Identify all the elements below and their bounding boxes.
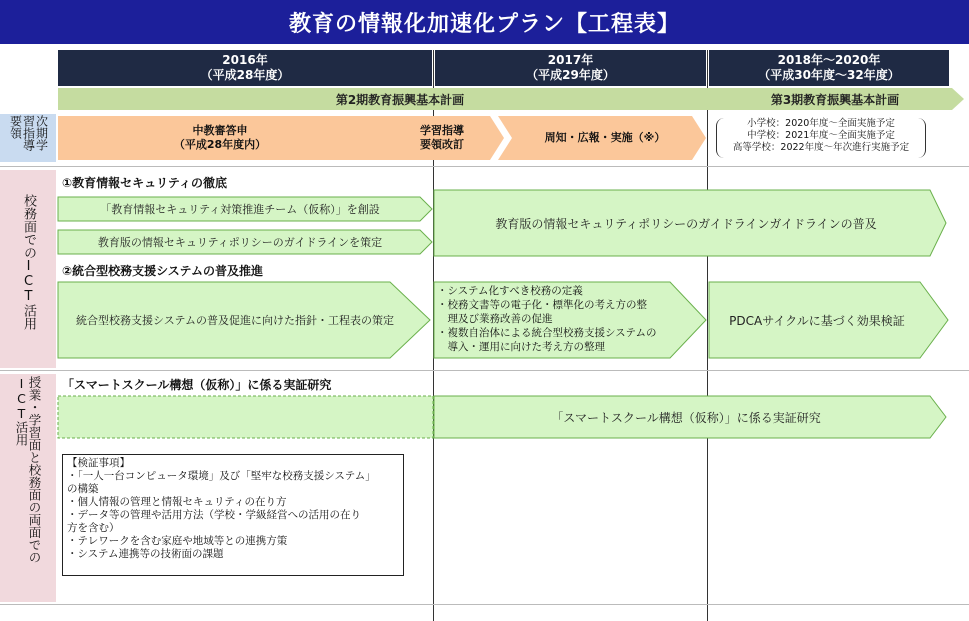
schedule-line-elementary: 小学校：2020年度～全面実施予定 bbox=[747, 118, 895, 129]
year-label: 2018年～2020年 bbox=[777, 53, 881, 67]
section-smart-school-heading: 「スマートスクール構想（仮称）」に係る実証研究 bbox=[62, 378, 332, 392]
item-pdca: PDCAサイクルに基づく効果検証 bbox=[729, 313, 905, 328]
step1-line2: （平成28年度内） bbox=[173, 138, 267, 151]
verify-line: の構築 bbox=[67, 483, 99, 495]
detail-line: 導入・運用に向けた考え方の整理 bbox=[437, 341, 605, 353]
verify-line: 方を含む） bbox=[67, 522, 120, 534]
page-title: 教育の情報化加速化プラン【工程表】 bbox=[0, 0, 969, 44]
plan-second-label: 第2期教育振興基本計画 bbox=[335, 92, 465, 107]
detail-line: ・校務文書等の電子化・標準化の考え方の整 bbox=[437, 299, 647, 311]
school-affairs-side-label: 校務面でのICT活用 bbox=[21, 194, 36, 330]
plan-third-label: 第3期教育振興基本計画 bbox=[770, 92, 900, 107]
section-integrated-system-heading: ②統合型校務支援システムの普及推進 bbox=[62, 264, 263, 278]
detail-line: 理及び業務改善の促進 bbox=[437, 313, 553, 325]
year-label: 2017年 bbox=[547, 53, 594, 67]
both-side-label: 授業・学習面と校務面の両面でのICT活用 bbox=[14, 376, 42, 564]
verify-line: ・データ等の管理や活用方法（学校・学級経営への活用の在り bbox=[67, 509, 361, 521]
verify-line: ・システム連携等の技術面の課題 bbox=[67, 548, 224, 560]
step3-label: 周知・広報・実施（※） bbox=[544, 131, 666, 144]
verify-line: ・テレワークを含む家庭や地域等との連携方策 bbox=[67, 535, 288, 547]
smart-school-label: 「スマートスクール構想（仮称）」に係る実証研究 bbox=[551, 410, 821, 425]
era-label: （平成29年度） bbox=[526, 68, 615, 82]
step1-line1: 中教審答申 bbox=[192, 124, 248, 137]
year-label: 2016年 bbox=[222, 53, 268, 67]
item-guideline-draft: 教育版の情報セキュリティポリシーのガイドラインを策定 bbox=[97, 236, 383, 249]
step2-line1: 学習指導 bbox=[420, 124, 464, 137]
verify-line: ・「一人一台コンピュータ環境」及び「堅牢な校務支援システム」 bbox=[67, 470, 376, 482]
schedule-line-high: 高等学校：2022年度～年次進行実施予定 bbox=[732, 142, 910, 153]
schedule-line-junior: 中学校：2021年度～全面実施予定 bbox=[747, 130, 895, 141]
detail-line: ・複数自治体による統合型校務支援システムの bbox=[437, 327, 657, 339]
verify-line: 【検証事項】 bbox=[67, 457, 130, 469]
detail-line: ・システム化すべき校務の定義 bbox=[437, 285, 583, 297]
item-system-guideline: 統合型校務支援システムの普及促進に向けた指針・工程表の策定 bbox=[76, 314, 394, 327]
item-guideline-spread: 教育版の情報セキュリティポリシーのガイドラインガイドラインの普及 bbox=[495, 216, 877, 231]
section-security-heading: ①教育情報セキュリティの徹底 bbox=[62, 176, 227, 190]
era-label: （平成30年度～32年度） bbox=[758, 68, 900, 82]
era-label: （平成28年度） bbox=[200, 68, 290, 82]
item-security-team: 「教育情報セキュリティ対策推進チーム（仮称）」を創設 bbox=[100, 203, 380, 216]
curriculum-side-label: 次期学習指導要領 bbox=[8, 115, 49, 151]
dashed-box-2016 bbox=[58, 396, 433, 438]
step2-line2: 要領改訂 bbox=[420, 138, 464, 151]
verification-box bbox=[62, 454, 404, 576]
verify-line: ・個人情報の管理と情報セキュリティの在り方 bbox=[67, 496, 287, 508]
